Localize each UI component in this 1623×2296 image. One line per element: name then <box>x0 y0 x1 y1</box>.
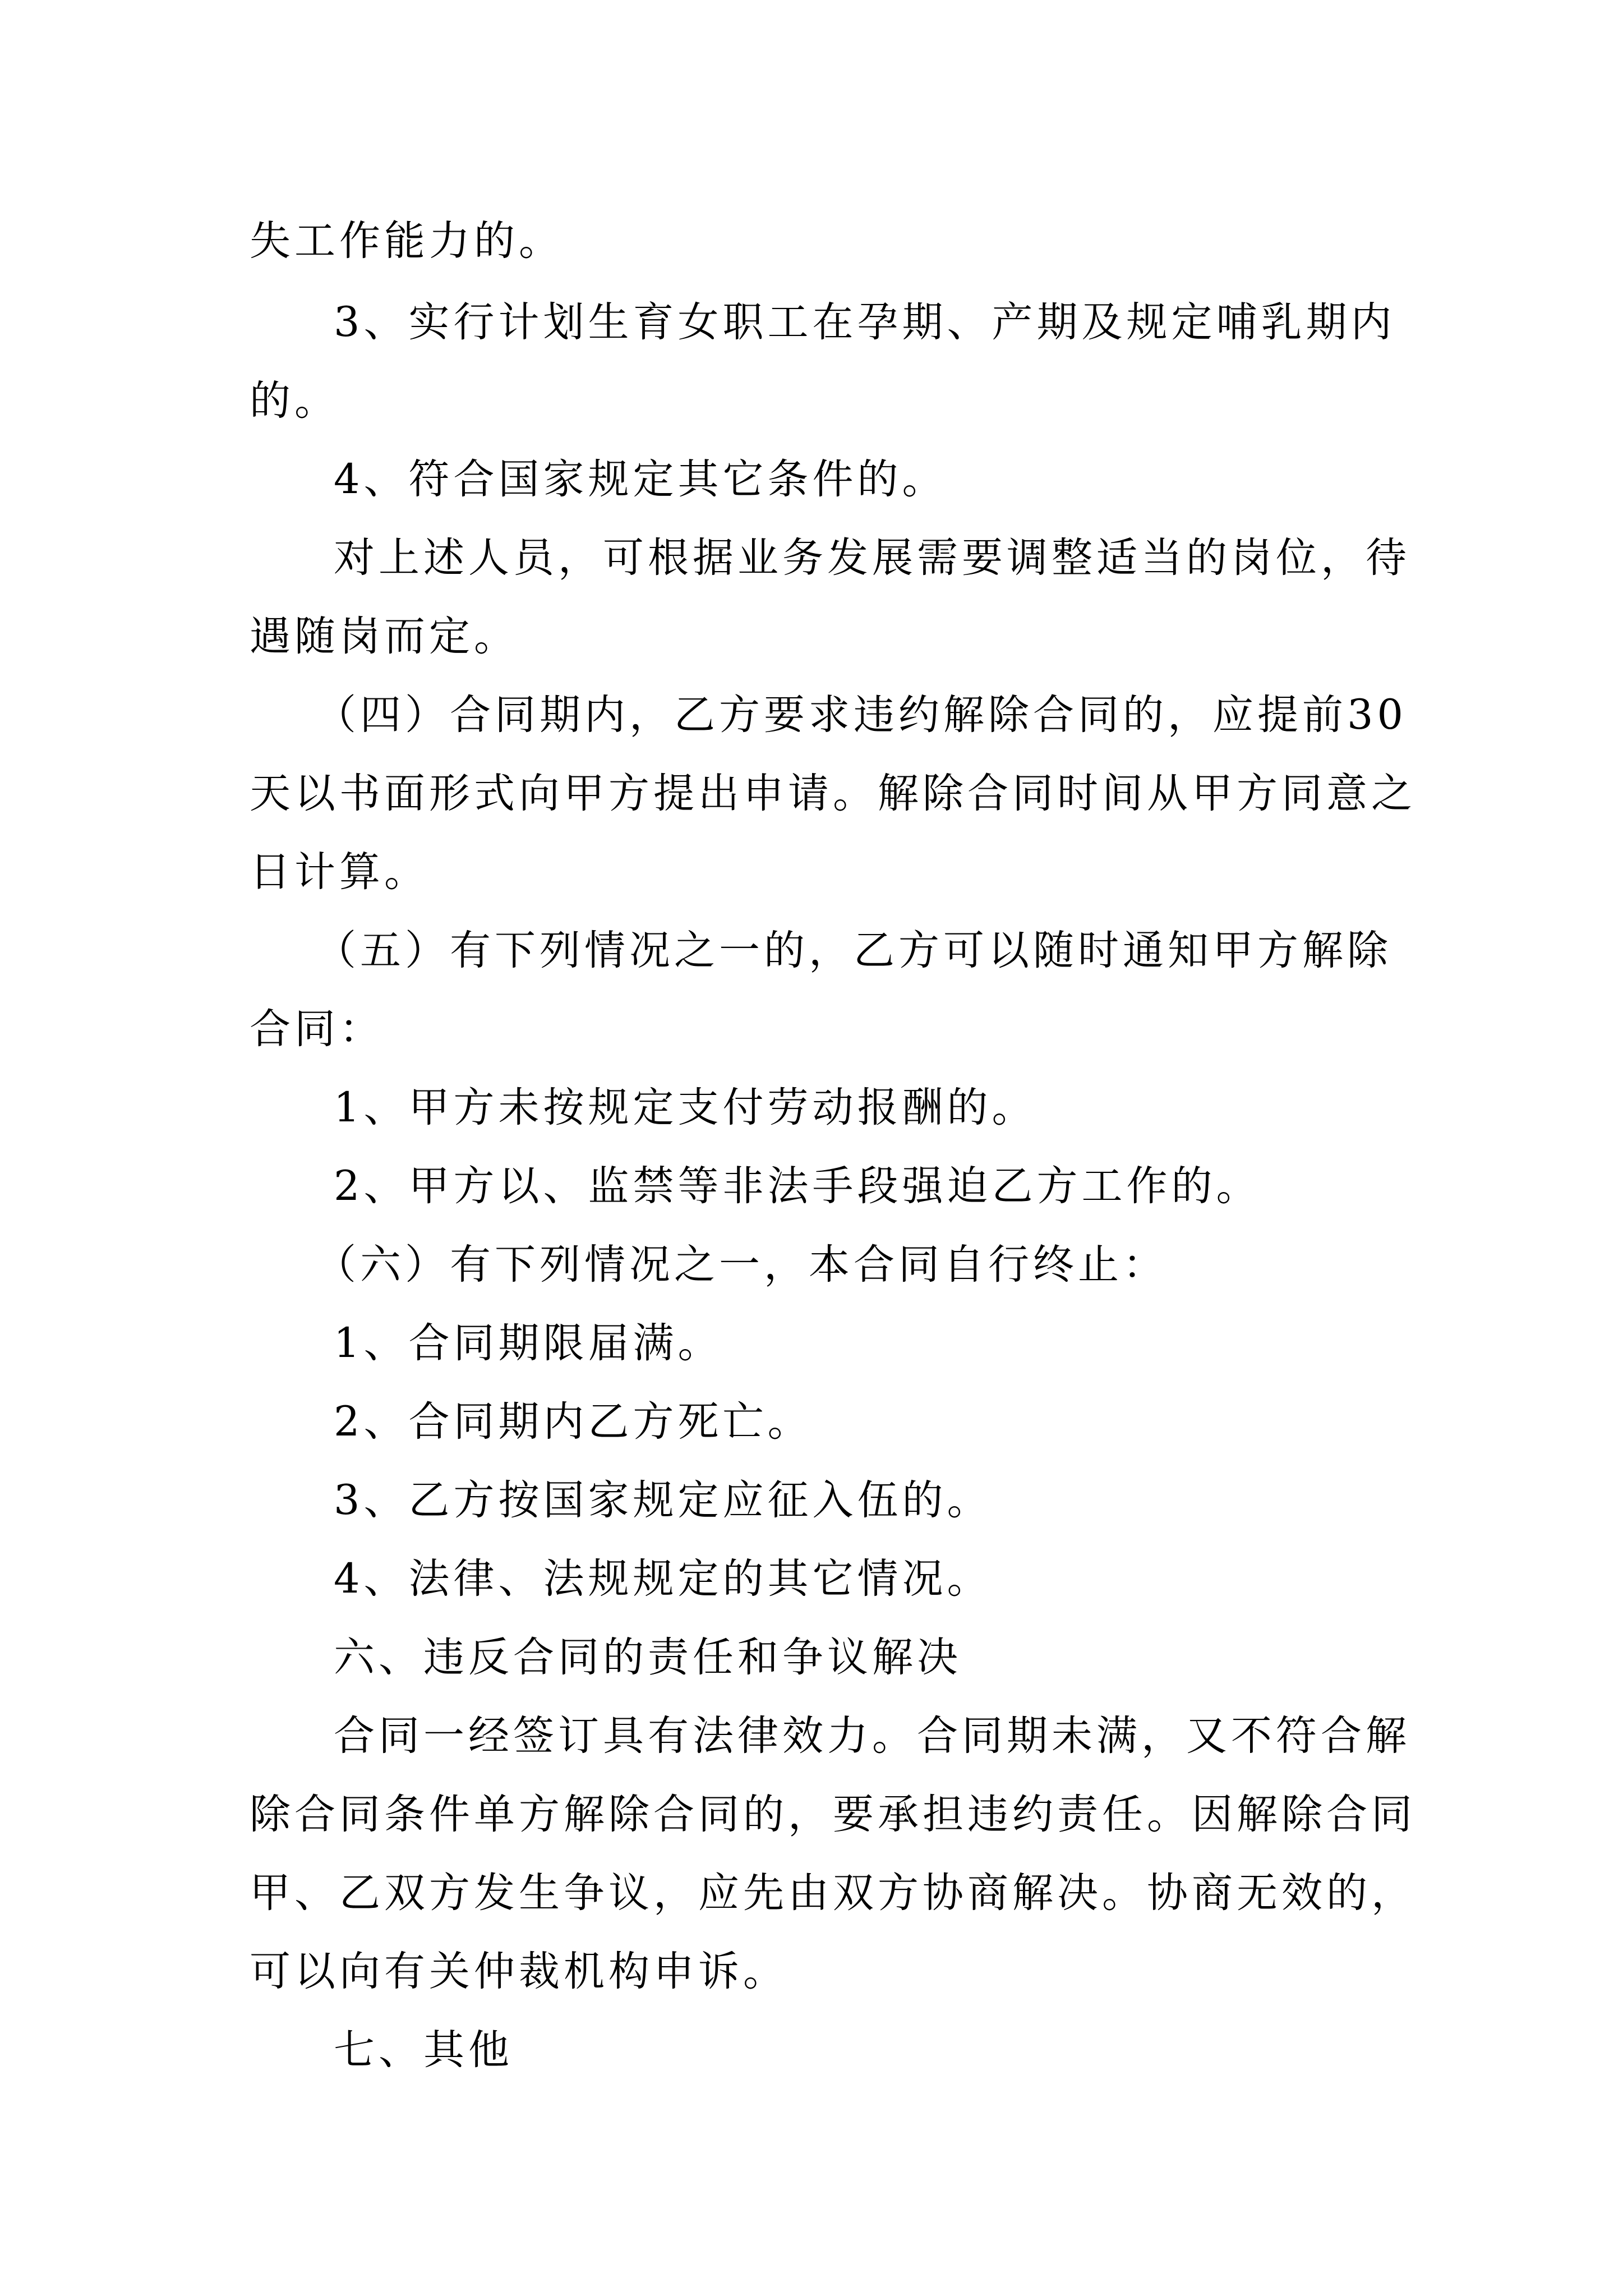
section-heading: 六、违反合同的责任和争议解决 <box>334 1634 962 1681</box>
text-line: （六）有下列情况之一，本合同自行终止： <box>315 1241 1168 1289</box>
text-line: 3、实行计划生育女职工在孕期、产期及规定哺乳期内 <box>334 298 1396 346</box>
text-line: 对上述人员，可根据业务发展需要调整适当的岗位，待 <box>334 534 1410 582</box>
text-line: 4、法律、法规规定的其它情况。 <box>334 1555 992 1603</box>
text-line: 可以向有关仲裁机构申诉。 <box>250 1948 788 1995</box>
text-line: 失工作能力的。 <box>250 217 564 265</box>
text-line: 1、甲方未按规定支付劳动报酬的。 <box>334 1084 1037 1131</box>
text-line: （五）有下列情况之一的，乙方可以随时通知甲方解除 <box>315 927 1392 974</box>
text-line: 遇随岗而定。 <box>250 613 519 660</box>
text-line: 2、甲方以、监禁等非法手段强迫乙方工作的。 <box>334 1162 1261 1210</box>
text-line: 4、符合国家规定其它条件的。 <box>334 455 947 503</box>
text-line: 3、乙方按国家规定应征入伍的。 <box>334 1476 992 1524</box>
text-line: 的。 <box>250 377 339 425</box>
text-line: 合同一经签订具有法律效力。合同期未满，又不符合解 <box>334 1712 1410 1760</box>
text-line: 甲、乙双方发生争议，应先由双方协商解决。协商无效的， <box>250 1869 1416 1917</box>
text-line: 1、合同期限届满。 <box>334 1319 723 1367</box>
section-heading: 七、其他 <box>334 2026 513 2074</box>
text-line: （四）合同期内，乙方要求违约解除合同的，应提前30 <box>315 691 1407 739</box>
text-line: 日计算。 <box>250 848 429 896</box>
text-line: 除合同条件单方解除合同的，要承担违约责任。因解除合同 <box>250 1791 1416 1838</box>
text-line: 2、合同期内乙方死亡。 <box>334 1398 813 1446</box>
text-line: 合同： <box>250 1005 384 1053</box>
text-line: 天以书面形式向甲方提出申请。解除合同时间从甲方同意之 <box>250 770 1416 817</box>
